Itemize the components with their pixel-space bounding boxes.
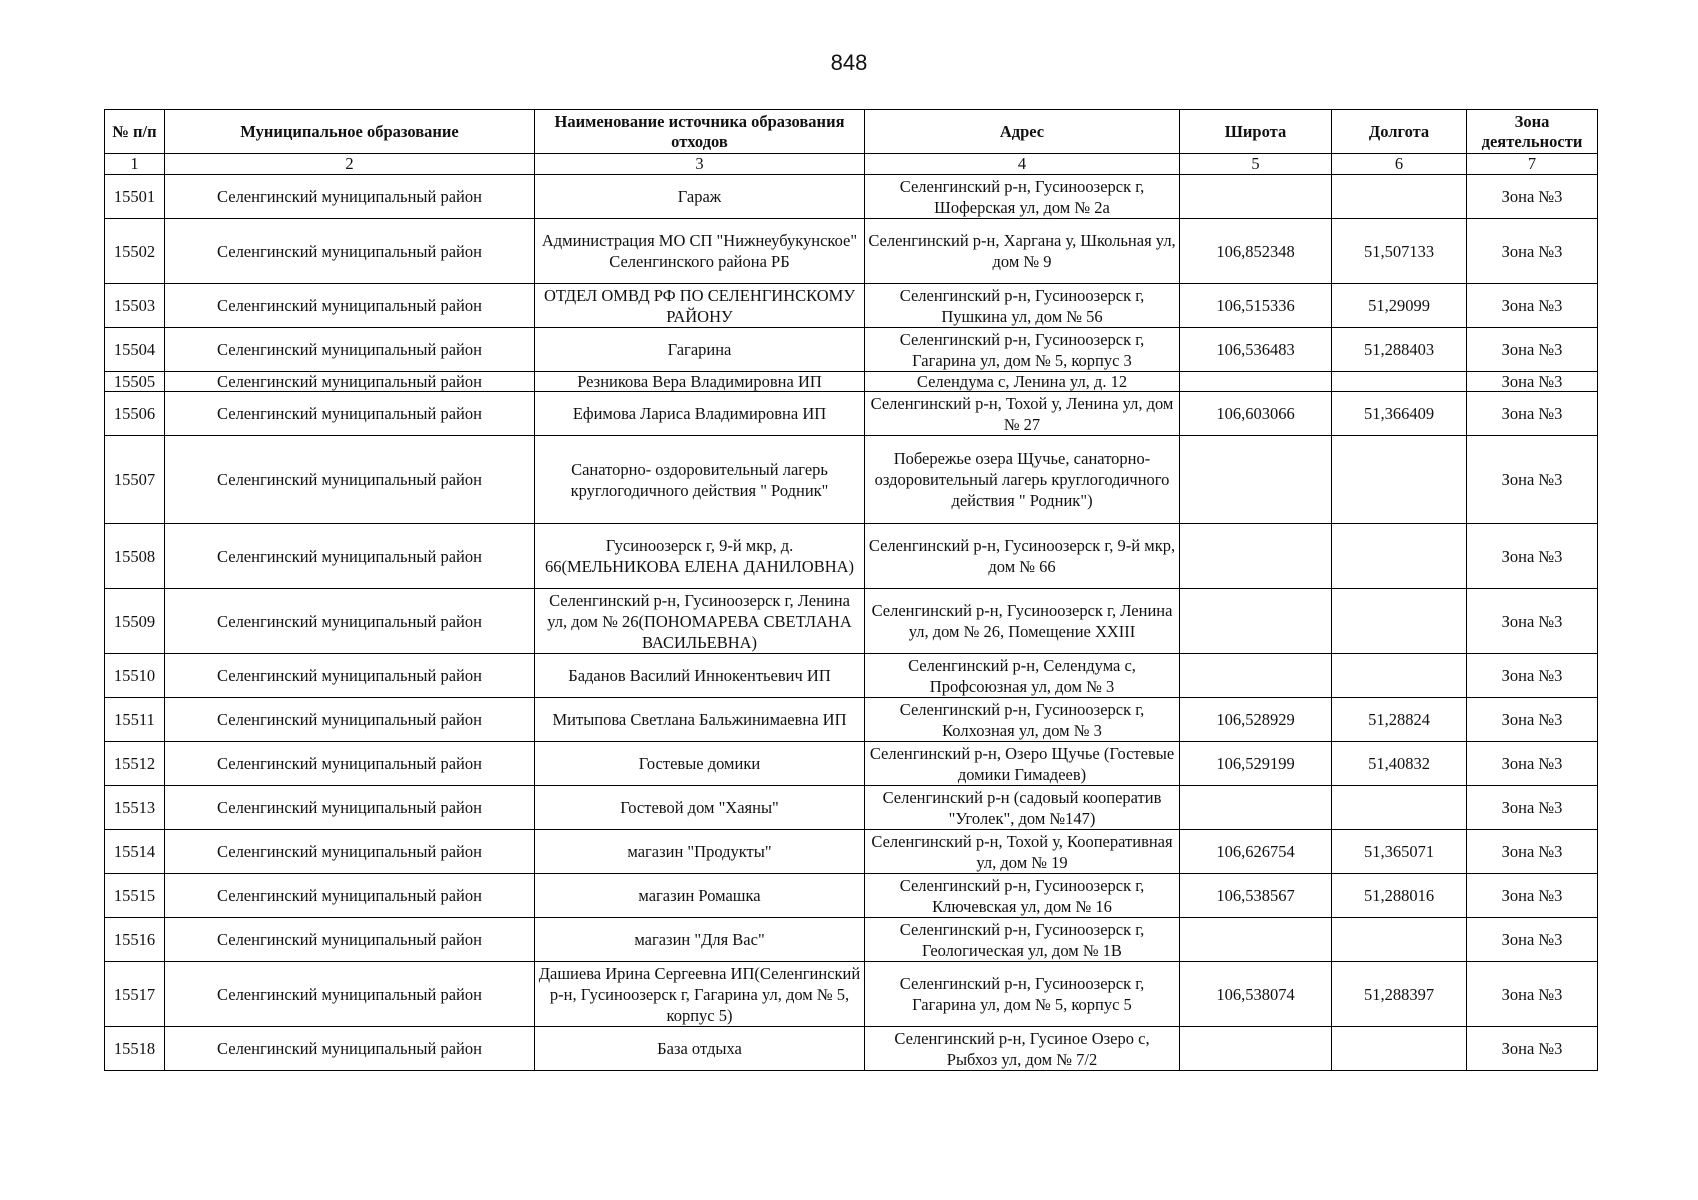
table-row xyxy=(105,372,1598,392)
municipality-cell: Селенгинский муниципальный район xyxy=(165,392,535,436)
latitude-cell xyxy=(1180,589,1332,654)
latitude-cell: 106,528929 xyxy=(1180,698,1332,742)
table-row xyxy=(105,742,1598,786)
source-name-cell: Гагарина xyxy=(535,328,865,372)
municipality-cell: Селенгинский муниципальный район xyxy=(165,372,535,392)
longitude-cell: 51,507133 xyxy=(1332,219,1467,284)
address-cell: Селенгинский р-н, Гусиноозерск г, Шоферская ул, дом № 2а xyxy=(865,175,1180,219)
table-row xyxy=(105,830,1598,874)
table-row xyxy=(105,918,1598,962)
zone-cell: Зона №3 xyxy=(1467,830,1598,874)
municipality-cell: Селенгинский муниципальный район xyxy=(165,654,535,698)
column-index: 5 xyxy=(1180,154,1332,175)
waste-sources-table xyxy=(104,109,1598,1071)
header-source-name: Наименование источника образования отходов xyxy=(535,110,865,154)
source-name-cell: Баданов Василий Иннокентьевич ИП xyxy=(535,654,865,698)
column-index-row xyxy=(105,154,1598,175)
municipality-cell: Селенгинский муниципальный район xyxy=(165,436,535,524)
address-cell: Селенгинский р-н, Селендума с, Профсоюзная ул, дом № 3 xyxy=(865,654,1180,698)
header-address: Адрес xyxy=(865,110,1180,154)
table-row xyxy=(105,436,1598,524)
row-number: 15512 xyxy=(105,742,165,786)
source-name-cell: магазин "Для Вас" xyxy=(535,918,865,962)
longitude-cell xyxy=(1332,175,1467,219)
row-number: 15505 xyxy=(105,372,165,392)
address-cell: Селенгинский р-н, Тохой у, Ленина ул, дом № 27 xyxy=(865,392,1180,436)
source-name-cell: Гостевой дом "Хаяны" xyxy=(535,786,865,830)
header-municipality: Муниципальное образование xyxy=(165,110,535,154)
table-row xyxy=(105,698,1598,742)
table-row xyxy=(105,219,1598,284)
row-number: 15504 xyxy=(105,328,165,372)
municipality-cell: Селенгинский муниципальный район xyxy=(165,742,535,786)
source-name-cell: Гараж xyxy=(535,175,865,219)
row-number: 15515 xyxy=(105,874,165,918)
address-cell: Селенгинский р-н, Гусиное Озеро с, Рыбхоз ул, дом № 7/2 xyxy=(865,1027,1180,1071)
municipality-cell: Селенгинский муниципальный район xyxy=(165,962,535,1027)
table-row xyxy=(105,328,1598,372)
longitude-cell xyxy=(1332,786,1467,830)
table-row xyxy=(105,589,1598,654)
address-cell: Селенгинский р-н, Гусиноозерск г, Геологическая ул, дом № 1В xyxy=(865,918,1180,962)
row-number: 15514 xyxy=(105,830,165,874)
zone-cell: Зона №3 xyxy=(1467,918,1598,962)
municipality-cell: Селенгинский муниципальный район xyxy=(165,328,535,372)
latitude-cell: 106,529199 xyxy=(1180,742,1332,786)
address-cell: Селенгинский р-н, Тохой у, Кооперативная ул, дом № 19 xyxy=(865,830,1180,874)
header-latitude: Широта xyxy=(1180,110,1332,154)
address-cell: Селенгинский р-н, Гусиноозерск г, Ленина ул, дом № 26, Помещение XXIII xyxy=(865,589,1180,654)
municipality-cell: Селенгинский муниципальный район xyxy=(165,175,535,219)
column-index: 1 xyxy=(105,154,165,175)
table-row xyxy=(105,175,1598,219)
longitude-cell: 51,288397 xyxy=(1332,962,1467,1027)
zone-cell: Зона №3 xyxy=(1467,962,1598,1027)
municipality-cell: Селенгинский муниципальный район xyxy=(165,918,535,962)
zone-cell: Зона №3 xyxy=(1467,742,1598,786)
page-number: 848 xyxy=(830,50,868,75)
column-index: 4 xyxy=(865,154,1180,175)
municipality-cell: Селенгинский муниципальный район xyxy=(165,524,535,589)
longitude-cell: 51,40832 xyxy=(1332,742,1467,786)
latitude-cell: 106,536483 xyxy=(1180,328,1332,372)
longitude-cell xyxy=(1332,918,1467,962)
address-cell: Селенгинский р-н, Гусиноозерск г, Гагарина ул, дом № 5, корпус 3 xyxy=(865,328,1180,372)
source-name-cell: Ефимова Лариса Владимировна ИП xyxy=(535,392,865,436)
column-index: 6 xyxy=(1332,154,1467,175)
source-name-cell: магазин Ромашка xyxy=(535,874,865,918)
longitude-cell: 51,365071 xyxy=(1332,830,1467,874)
latitude-cell xyxy=(1180,175,1332,219)
address-cell: Побережье озера Щучье, санаторно-оздоровительный лагерь круглогодичного действия " Родник") xyxy=(865,436,1180,524)
source-name-cell: Администрация МО СП "Нижнеубукунское" Селенгинского района РБ xyxy=(535,219,865,284)
latitude-cell xyxy=(1180,372,1332,392)
row-number: 15502 xyxy=(105,219,165,284)
source-name-cell: Селенгинский р-н, Гусиноозерск г, Ленина ул, дом № 26(ПОНОМАРЕВА СВЕТЛАНА ВАСИЛЬЕВНА) xyxy=(535,589,865,654)
row-number: 15501 xyxy=(105,175,165,219)
zone-cell: Зона №3 xyxy=(1467,175,1598,219)
row-number: 15508 xyxy=(105,524,165,589)
source-name-cell: Дашиева Ирина Сергеевна ИП(Селенгинский р-н, Гусиноозерск г, Гагарина ул, дом № 5, корпус 5) xyxy=(535,962,865,1027)
municipality-cell: Селенгинский муниципальный район xyxy=(165,786,535,830)
row-number: 15517 xyxy=(105,962,165,1027)
latitude-cell: 106,852348 xyxy=(1180,219,1332,284)
address-cell: Селенгинский р-н, Озеро Щучье (Гостевые домики Гимадеев) xyxy=(865,742,1180,786)
source-name-cell: Митыпова Светлана Бальжинимаевна ИП xyxy=(535,698,865,742)
zone-cell: Зона №3 xyxy=(1467,436,1598,524)
source-name-cell: База отдыха xyxy=(535,1027,865,1071)
row-number: 15513 xyxy=(105,786,165,830)
header-row xyxy=(105,110,1598,154)
table-row xyxy=(105,874,1598,918)
table-row xyxy=(105,1027,1598,1071)
zone-cell: Зона №3 xyxy=(1467,698,1598,742)
row-number: 15503 xyxy=(105,284,165,328)
source-name-cell: магазин "Продукты" xyxy=(535,830,865,874)
row-number: 15507 xyxy=(105,436,165,524)
zone-cell: Зона №3 xyxy=(1467,328,1598,372)
address-cell: Селенгинский р-н, Гусиноозерск г, Гагарина ул, дом № 5, корпус 5 xyxy=(865,962,1180,1027)
zone-cell: Зона №3 xyxy=(1467,786,1598,830)
row-number: 15509 xyxy=(105,589,165,654)
address-cell: Селенгинский р-н, Гусиноозерск г, Пушкина ул, дом № 56 xyxy=(865,284,1180,328)
longitude-cell xyxy=(1332,589,1467,654)
address-cell: Селенгинский р-н, Гусиноозерск г, 9-й мкр, дом № 66 xyxy=(865,524,1180,589)
header-number: № п/п xyxy=(105,110,165,154)
latitude-cell: 106,538567 xyxy=(1180,874,1332,918)
latitude-cell: 106,603066 xyxy=(1180,392,1332,436)
zone-cell: Зона №3 xyxy=(1467,392,1598,436)
latitude-cell xyxy=(1180,1027,1332,1071)
source-name-cell: Санаторно- оздоровительный лагерь круглогодичного действия " Родник" xyxy=(535,436,865,524)
table-row xyxy=(105,962,1598,1027)
latitude-cell: 106,515336 xyxy=(1180,284,1332,328)
table-row xyxy=(105,524,1598,589)
latitude-cell xyxy=(1180,918,1332,962)
longitude-cell xyxy=(1332,436,1467,524)
column-index: 7 xyxy=(1467,154,1598,175)
longitude-cell: 51,288016 xyxy=(1332,874,1467,918)
latitude-cell xyxy=(1180,654,1332,698)
longitude-cell: 51,288403 xyxy=(1332,328,1467,372)
address-cell: Селенгинский р-н, Гусиноозерск г, Колхозная ул, дом № 3 xyxy=(865,698,1180,742)
zone-cell: Зона №3 xyxy=(1467,219,1598,284)
municipality-cell: Селенгинский муниципальный район xyxy=(165,1027,535,1071)
municipality-cell: Селенгинский муниципальный район xyxy=(165,698,535,742)
longitude-cell: 51,29099 xyxy=(1332,284,1467,328)
longitude-cell xyxy=(1332,372,1467,392)
column-index: 2 xyxy=(165,154,535,175)
row-number: 15506 xyxy=(105,392,165,436)
municipality-cell: Селенгинский муниципальный район xyxy=(165,284,535,328)
latitude-cell: 106,538074 xyxy=(1180,962,1332,1027)
zone-cell: Зона №3 xyxy=(1467,654,1598,698)
latitude-cell xyxy=(1180,786,1332,830)
table-row xyxy=(105,786,1598,830)
longitude-cell: 51,366409 xyxy=(1332,392,1467,436)
municipality-cell: Селенгинский муниципальный район xyxy=(165,219,535,284)
header-longitude: Долгота xyxy=(1332,110,1467,154)
longitude-cell xyxy=(1332,1027,1467,1071)
latitude-cell: 106,626754 xyxy=(1180,830,1332,874)
longitude-cell xyxy=(1332,524,1467,589)
zone-cell: Зона №3 xyxy=(1467,589,1598,654)
row-number: 15516 xyxy=(105,918,165,962)
header-zone: Зона деятельности xyxy=(1467,110,1598,154)
municipality-cell: Селенгинский муниципальный район xyxy=(165,830,535,874)
row-number: 15510 xyxy=(105,654,165,698)
address-cell: Селендума с, Ленина ул, д. 12 xyxy=(865,372,1180,392)
row-number: 15511 xyxy=(105,698,165,742)
row-number: 15518 xyxy=(105,1027,165,1071)
zone-cell: Зона №3 xyxy=(1467,284,1598,328)
municipality-cell: Селенгинский муниципальный район xyxy=(165,589,535,654)
zone-cell: Зона №3 xyxy=(1467,372,1598,392)
source-name-cell: Гусиноозерск г, 9-й мкр, д. 66(МЕЛЬНИКОВА ЕЛЕНА ДАНИЛОВНА) xyxy=(535,524,865,589)
table-row xyxy=(105,654,1598,698)
column-index: 3 xyxy=(535,154,865,175)
latitude-cell xyxy=(1180,436,1332,524)
municipality-cell: Селенгинский муниципальный район xyxy=(165,874,535,918)
zone-cell: Зона №3 xyxy=(1467,524,1598,589)
address-cell: Селенгинский р-н, Харгана у, Школьная ул, дом № 9 xyxy=(865,219,1180,284)
source-name-cell: Гостевые домики xyxy=(535,742,865,786)
longitude-cell xyxy=(1332,654,1467,698)
longitude-cell: 51,28824 xyxy=(1332,698,1467,742)
table-row xyxy=(105,392,1598,436)
zone-cell: Зона №3 xyxy=(1467,1027,1598,1071)
latitude-cell xyxy=(1180,524,1332,589)
address-cell: Селенгинский р-н (садовый кооператив "Уголек", дом №147) xyxy=(865,786,1180,830)
address-cell: Селенгинский р-н, Гусиноозерск г, Ключевская ул, дом № 16 xyxy=(865,874,1180,918)
zone-cell: Зона №3 xyxy=(1467,874,1598,918)
source-name-cell: ОТДЕЛ ОМВД РФ ПО СЕЛЕНГИНСКОМУ РАЙОНУ xyxy=(535,284,865,328)
source-name-cell: Резникова Вера Владимировна ИП xyxy=(535,372,865,392)
table-row xyxy=(105,284,1598,328)
